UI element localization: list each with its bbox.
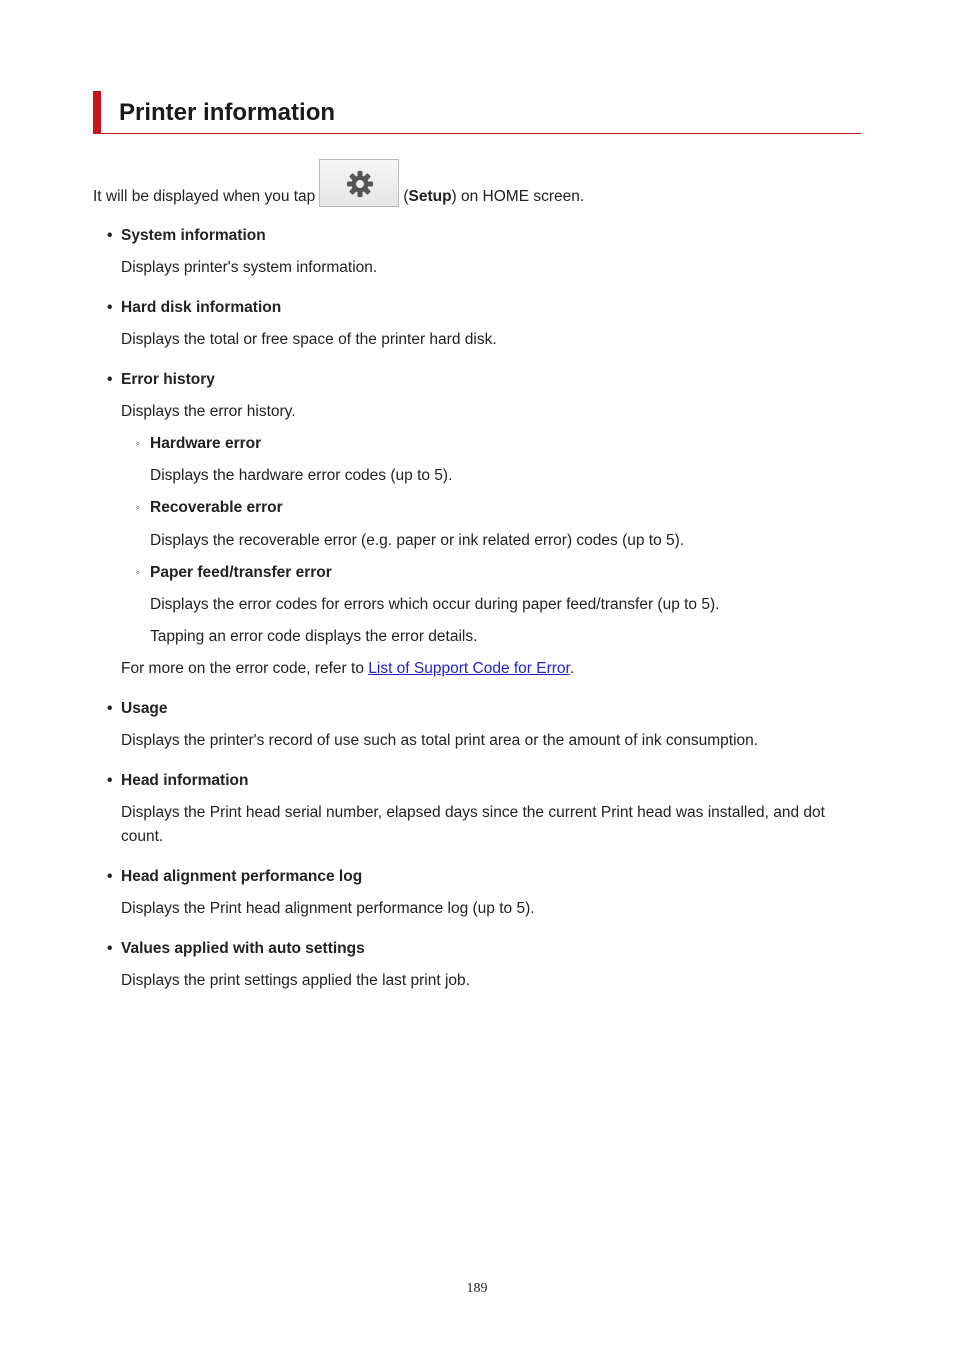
bullet: •: [107, 772, 113, 789]
sub-item-title: Hardware error: [150, 435, 262, 452]
intro-text-after: ) on HOME screen.: [451, 188, 585, 205]
item-title: Error history: [121, 371, 215, 388]
item-title: Usage: [121, 700, 168, 717]
intro-paragraph: [93, 153, 584, 207]
bullet: •: [107, 371, 113, 388]
item-description: Displays the printer's record of use such as total print area or the amount of ink consumption.: [121, 732, 759, 749]
list-item-hard-disk-information: [107, 298, 281, 318]
item-title: Hard disk information: [121, 299, 282, 316]
setup-label: Setup: [408, 188, 452, 205]
item-description-line1: Displays the Print head serial number, elapsed days since the current Print head was installed, and dot: [121, 804, 825, 821]
sub-item-description: Displays the recoverable error (e.g. paper or ink related error) codes (up to 5).: [150, 532, 685, 549]
reference-text-before: For more on the error code, refer to: [121, 660, 369, 677]
item-description: Displays the print settings applied the last print job.: [121, 972, 470, 989]
item-description: Displays the error history.: [121, 403, 296, 420]
bullet: •: [107, 227, 113, 244]
sub-item-description-extra: Tapping an error code displays the error details.: [150, 628, 478, 645]
item-title: Values applied with auto settings: [121, 940, 365, 957]
sub-bullet: ◦: [136, 567, 140, 579]
list-item-usage: [107, 699, 168, 719]
bullet: •: [107, 700, 113, 717]
heading-accent-bar: [93, 91, 101, 133]
item-description: Displays the Print head alignment performance log (up to 5).: [121, 900, 535, 917]
list-item-auto-settings-values: [107, 939, 365, 959]
sub-item-recoverable-error: [136, 498, 283, 518]
intro-paren-open: (: [403, 188, 409, 205]
sub-item-title: Recoverable error: [150, 499, 283, 516]
sub-item-description: Displays the error codes for errors which occur during paper feed/transfer (up to 5).: [150, 596, 720, 613]
item-description-line2: count.: [121, 828, 164, 845]
sub-bullet: ◦: [136, 502, 140, 514]
gear-icon: [345, 169, 375, 199]
error-code-reference: [121, 657, 856, 681]
sub-item-paper-feed-transfer-error: [136, 563, 332, 583]
bullet: •: [107, 940, 113, 957]
list-item-head-alignment-log: [107, 867, 362, 887]
sub-item-hardware-error: [136, 434, 261, 454]
bullet: •: [107, 299, 113, 316]
item-description: Displays printer's system information.: [121, 259, 378, 276]
sub-item-description: Displays the hardware error codes (up to 5).: [150, 467, 453, 484]
support-code-link[interactable]: List of Support Code for Error: [368, 660, 570, 677]
list-item-system-information: [107, 226, 266, 246]
item-description: Displays the total or free space of the printer hard disk.: [121, 331, 497, 348]
page-title: Printer information: [119, 99, 336, 126]
item-title: Head alignment performance log: [121, 868, 363, 885]
sub-item-title: Paper feed/transfer error: [150, 564, 332, 581]
page-number: 189: [466, 1281, 488, 1296]
section-heading: [93, 91, 861, 134]
reference-text-after: .: [569, 660, 575, 677]
sub-bullet: ◦: [136, 438, 140, 450]
list-item-head-information: [107, 771, 248, 791]
list-item-error-history: [107, 370, 215, 390]
bullet: •: [107, 868, 113, 885]
item-title: Head information: [121, 772, 249, 789]
intro-text-before: It will be displayed when you tap: [93, 188, 316, 205]
item-title: System information: [121, 227, 266, 244]
setup-button-image: [319, 159, 399, 207]
